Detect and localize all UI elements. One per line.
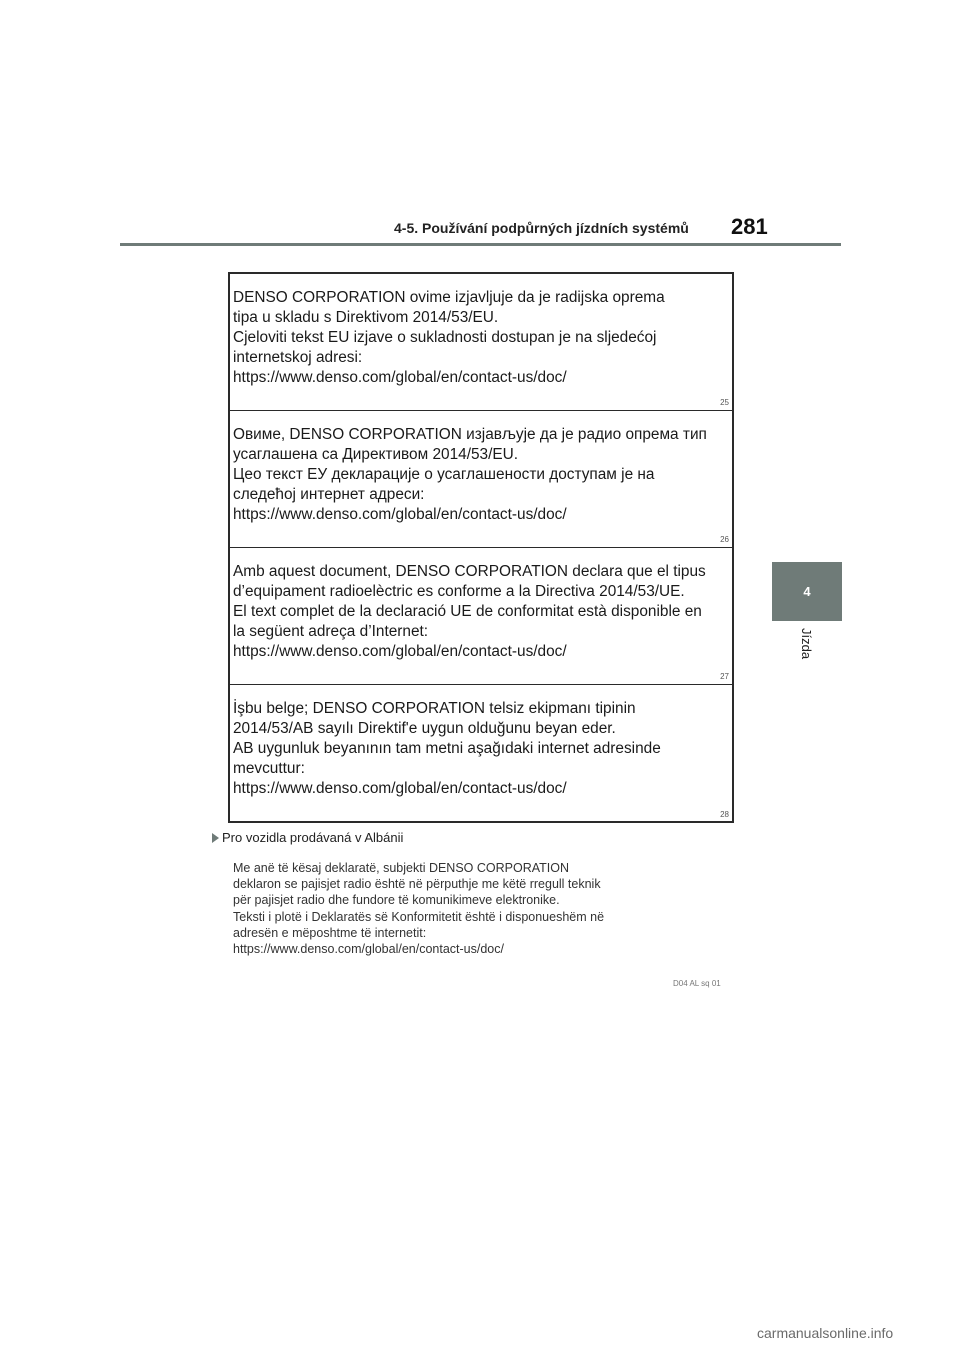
section-title: 4-5. Používání podpůrných jízdních systémů [394,220,689,236]
watermark: carmanualsonline.info [757,1325,894,1341]
triangle-bullet-icon [212,833,219,843]
declaration-text: Amb aquest document, DENSO CORPORATION declara que el tipus d’equipament radioelèctric es conforme a la Directiva 2014/53/UE. El text complet de la declaració UE de conformitat està disponible en la següent adreça d’Internet: https://www.denso.com/global/en/contact-us/doc/ [233,563,706,660]
declaration-number: 27 [720,672,729,681]
declaration-text: Овиме, DENSO CORPORATION изјављује да је радио опрема тип усаглашена са Директивом 2014/53/EU. Цео текст ЕУ декларације о усаглашености доступам је на следећој интернет адреси: https://www.denso.com/global/en/contact-us/doc/ [233,426,707,523]
albania-code: D04 AL sq 01 [673,979,721,988]
declaration-number: 26 [720,535,729,544]
declaration-number: 28 [720,810,729,819]
page-number: 281 [731,214,768,239]
albania-heading-label: Pro vozidla prodávaná v Albánii [222,830,404,845]
declaration-text: İşbu belge; DENSO CORPORATION telsiz ekipmanı tipinin 2014/53/AB sayılı Direktif'e uygun olduğunu beyan eder. AB uygunluk beyanının tam metni aşağıdaki internet adresinde mevcuttur: https://www.denso.com/global/en/contact-us/doc/ [233,700,661,797]
declaration-text: DENSO CORPORATION ovime izjavljuje da je radijska oprema tipa u skladu s Direktivom 2014/53/EU. Cjeloviti tekst EU izjave o sukladnosti dostupan je na sljedećoj internetskoj adresi: https://www.denso.com/global/en/contact-us/doc/ [233,289,665,386]
albania-declaration: Me anë të kësaj deklaratë, subjekti DENSO CORPORATION deklaron se pajisjet radio është në përputhje me këtë rregull teknik për pajisjet radio dhe fundore të komunikimeve elektronike. Teksti i plotë i Deklaratës së Konformitetit është i disponueshëm në adresën e mëposhtme të internetit: https://www.denso.com/global/en/contact-us/doc/ [233,861,605,957]
declaration-table [228,272,734,823]
chapter-tab[interactable] [772,562,842,621]
declaration-serbian [230,411,732,548]
declaration-catalan [230,548,732,685]
header-divider [120,243,841,246]
chapter-number: 4 [803,584,811,599]
declaration-croatian [230,274,732,411]
albania-heading [212,830,403,845]
declaration-turkish [230,685,732,822]
declaration-number: 25 [720,398,729,407]
chapter-label: Jízda [799,628,814,660]
